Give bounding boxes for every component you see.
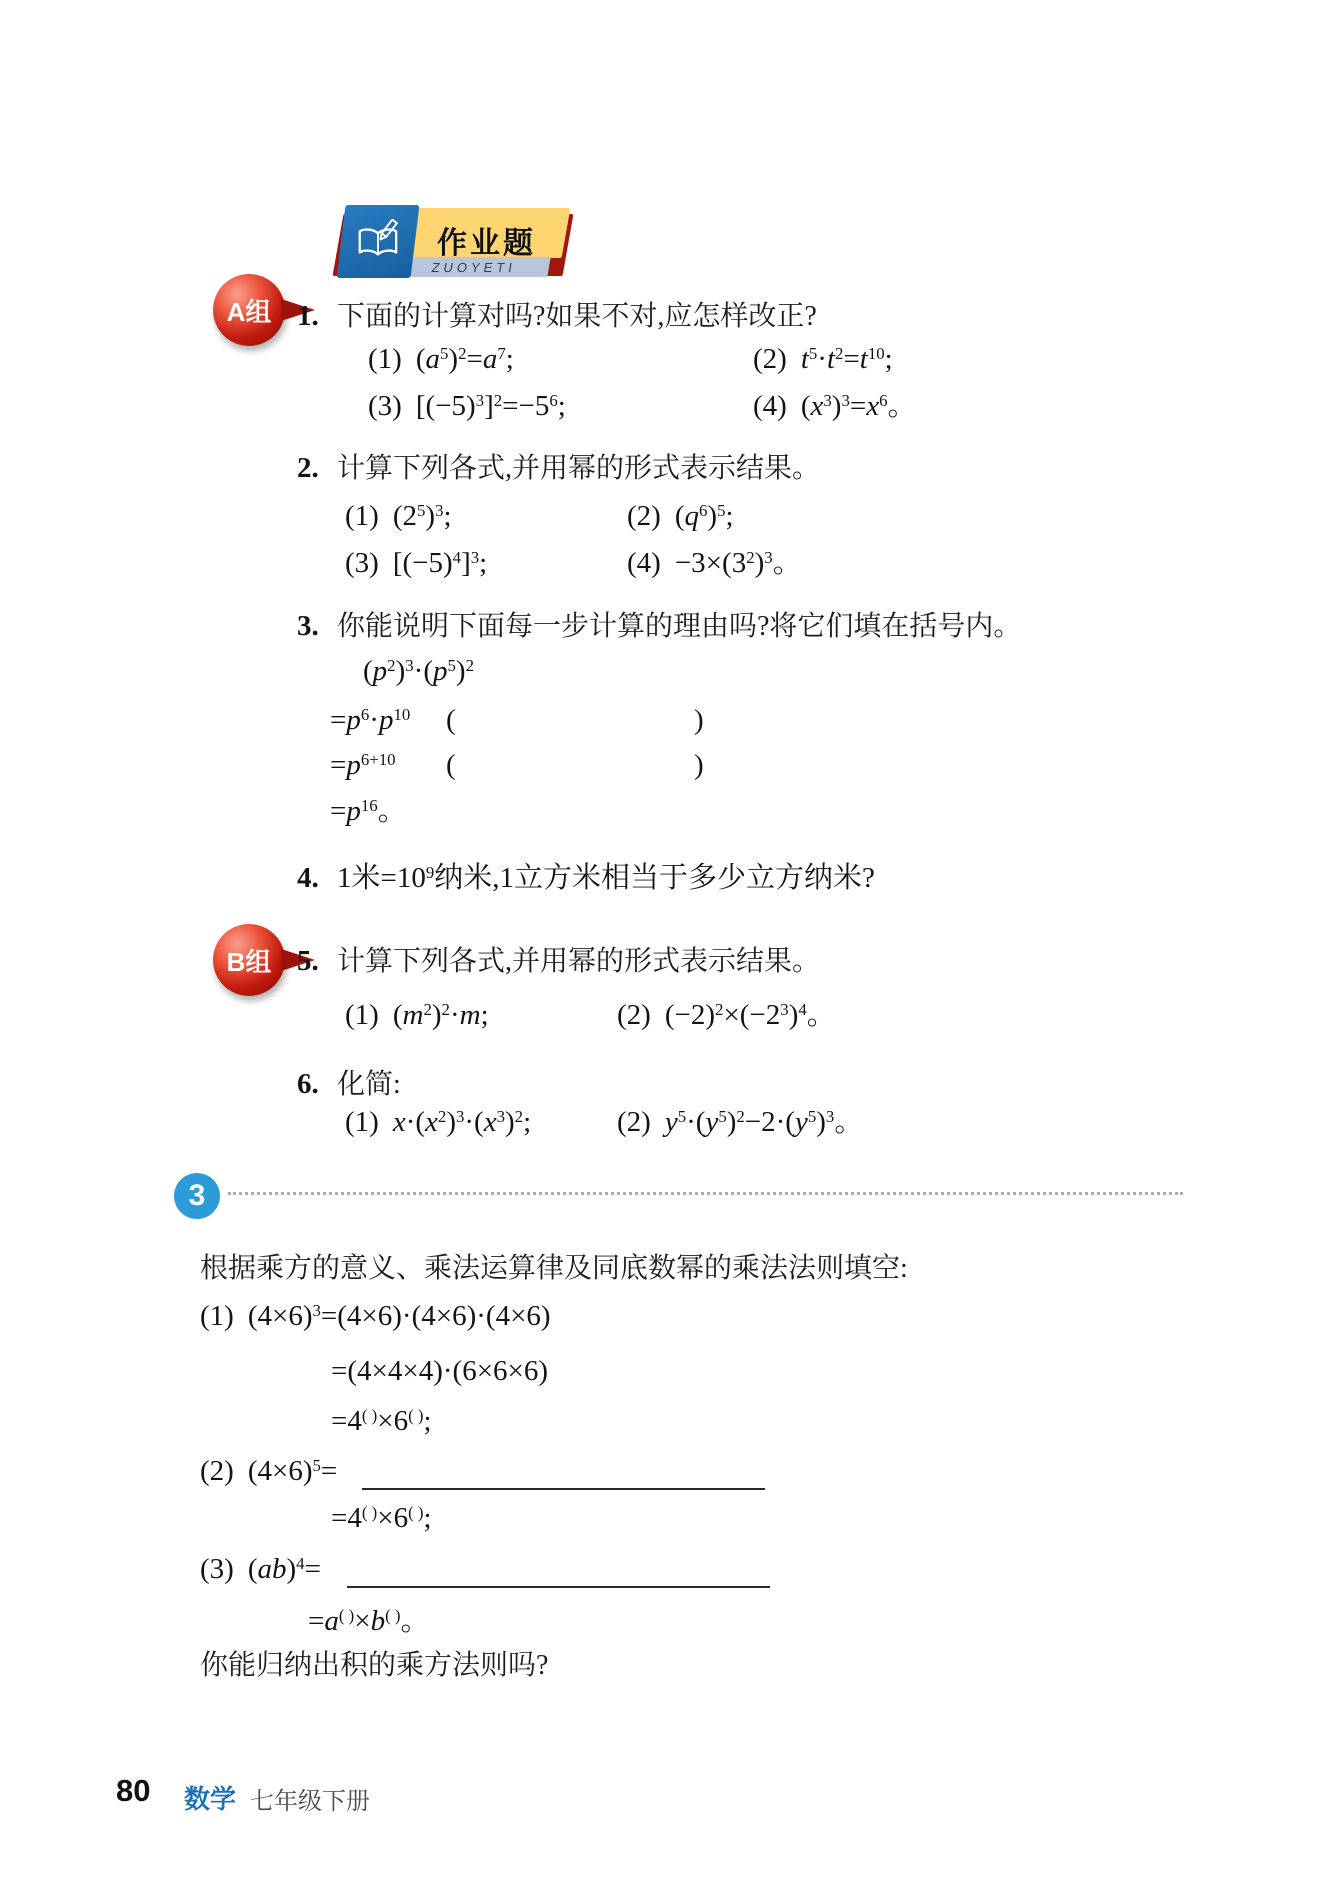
item-expression: $y^5\cdot(y^5)^2-2\cdot(y^5)^3$。 xyxy=(664,1106,864,1138)
section3-number: 3 xyxy=(188,1179,206,1212)
item-expression: $(x^3)^3=x^6$。 xyxy=(800,390,917,422)
section3-intro: 根据乘方的意义、乘法运算律及同底数幂的乘法法则填空: xyxy=(200,1253,908,1284)
item-tag: (4) xyxy=(627,547,661,579)
badge-subtitle: ZUOYETI xyxy=(430,259,518,275)
problem1-item1 xyxy=(368,341,514,377)
problem5-text: 计算下列各式,并用幂的形式表示结果。 xyxy=(337,946,821,977)
group-b-label: B组 xyxy=(226,946,272,977)
book-pencil-icon xyxy=(355,219,401,265)
section3-line7: =a( )×b( )。 xyxy=(308,1605,430,1637)
item-tag: (2) xyxy=(627,500,661,532)
item-expression: $[(-5)^4]^3$; xyxy=(392,547,488,579)
section3-outro: 你能归纳出积的乘方法则吗? xyxy=(200,1650,549,1681)
problem3-step1: $=p^6\cdot p^{10}$ xyxy=(330,704,411,736)
item-tag: (2) xyxy=(200,1455,234,1487)
page-number: 80 xyxy=(116,1773,151,1808)
item-expression: $(4\times 6)^3=(4\times 6)\cdot(4\times 6)\cdot(4\times 6)$ xyxy=(247,1300,551,1332)
section3-line3: =4( )×6( ); xyxy=(331,1405,432,1437)
problem3-number: 3. xyxy=(297,610,319,642)
section3-marker xyxy=(174,1173,220,1219)
section3-line4 xyxy=(200,1453,337,1489)
item-expression: (ab)$^4$= xyxy=(247,1553,321,1585)
problem5-item2 xyxy=(617,997,836,1033)
section3-line6 xyxy=(200,1551,321,1587)
problem2-item4 xyxy=(627,545,802,581)
dotted-divider xyxy=(228,1192,1183,1195)
badge-title: 作业题 xyxy=(437,227,536,260)
problem5-number: 5. xyxy=(297,945,319,977)
section3-line5: =4( )×6( ); xyxy=(331,1502,432,1534)
badge-blue-shape xyxy=(337,205,420,278)
item-expression: $(4\times 6)^5=$ xyxy=(247,1455,338,1487)
problem1-item4 xyxy=(753,388,917,424)
item-tag: (4) xyxy=(753,390,787,422)
problem3-expression: $(p^2)^3\cdot(p^5)^2$ xyxy=(363,655,474,687)
item-tag: (1) xyxy=(345,999,379,1031)
problem1-item2 xyxy=(753,341,893,377)
problem6-text: 化简: xyxy=(337,1069,401,1100)
step1-close-paren: ) xyxy=(694,704,704,736)
group-b-badge xyxy=(213,924,285,996)
item-expression: $(-2)^2\times(-2^3)^4$。 xyxy=(664,999,836,1031)
section3-line2: =(4×4×4)·(6×6×6) xyxy=(331,1355,549,1387)
step2-close-paren: ) xyxy=(694,749,704,781)
problem3-step2: $=p^{6+10}$ xyxy=(330,749,396,781)
problem1-text: 下面的计算对吗?如果不对,应怎样改正? xyxy=(337,301,817,332)
answer-blank-line xyxy=(362,1488,765,1490)
item-tag: (1) xyxy=(345,500,379,532)
item-tag: (1) xyxy=(368,343,402,375)
item-expression: $(2^5)^3$; xyxy=(392,500,452,532)
item-expression: $[(-5)^3]^2=-5^6$; xyxy=(415,390,566,422)
footer-book-title: 七年级下册 xyxy=(250,1788,370,1815)
problem4-number: 4. xyxy=(297,862,319,894)
item-tag: (2) xyxy=(617,999,651,1031)
item-expression: $t^5\cdot t^2=t^{10}$; xyxy=(800,343,893,375)
problem2-item3 xyxy=(345,545,487,581)
item-expression: $-3\times(3^2)^3$。 xyxy=(674,547,802,579)
problem5-item1 xyxy=(345,997,489,1033)
item-tag: (3) xyxy=(345,547,379,579)
item-tag: (1) xyxy=(200,1300,234,1332)
step2-open-paren: ( xyxy=(446,749,456,781)
problem6-item2 xyxy=(617,1104,863,1140)
problem3-text: 你能说明下面每一步计算的理由吗?将它们填在括号内。 xyxy=(337,611,1022,642)
problem3-step3: $=p^{16}$。 xyxy=(330,795,407,827)
item-expression: $(m^2)^2\cdot m$; xyxy=(392,999,489,1031)
answer-blank-line xyxy=(347,1586,770,1588)
group-a-badge xyxy=(213,274,285,346)
problem2-item1 xyxy=(345,498,452,534)
item-tag: (3) xyxy=(368,390,402,422)
item-expression: $x\cdot(x^2)^3\cdot(x^3)^2$; xyxy=(392,1106,532,1138)
item-tag: (2) xyxy=(617,1106,651,1138)
item-tag: (2) xyxy=(753,343,787,375)
item-tag: (3) xyxy=(200,1553,234,1585)
problem4-text: 1米$=10^9$纳米,1立方米相当于多少立方纳米? xyxy=(337,862,875,894)
problem6-item1 xyxy=(345,1104,531,1140)
problem6-number: 6. xyxy=(297,1068,319,1100)
item-tag: (1) xyxy=(345,1106,379,1138)
item-expression: $(a^5)^2=a^7$; xyxy=(415,343,514,375)
problem2-number: 2. xyxy=(297,452,319,484)
footer-subject: 数学 xyxy=(184,1784,237,1814)
item-expression: $(q^6)^5$; xyxy=(674,500,734,532)
problem1-item3 xyxy=(368,388,566,424)
problem1-number: 1. xyxy=(297,300,319,332)
section3-line1 xyxy=(200,1298,551,1334)
problem2-item2 xyxy=(627,498,734,534)
step1-open-paren: ( xyxy=(446,704,456,736)
group-a-label: A组 xyxy=(226,296,272,327)
problem2-text: 计算下列各式,并用幂的形式表示结果。 xyxy=(337,453,821,484)
